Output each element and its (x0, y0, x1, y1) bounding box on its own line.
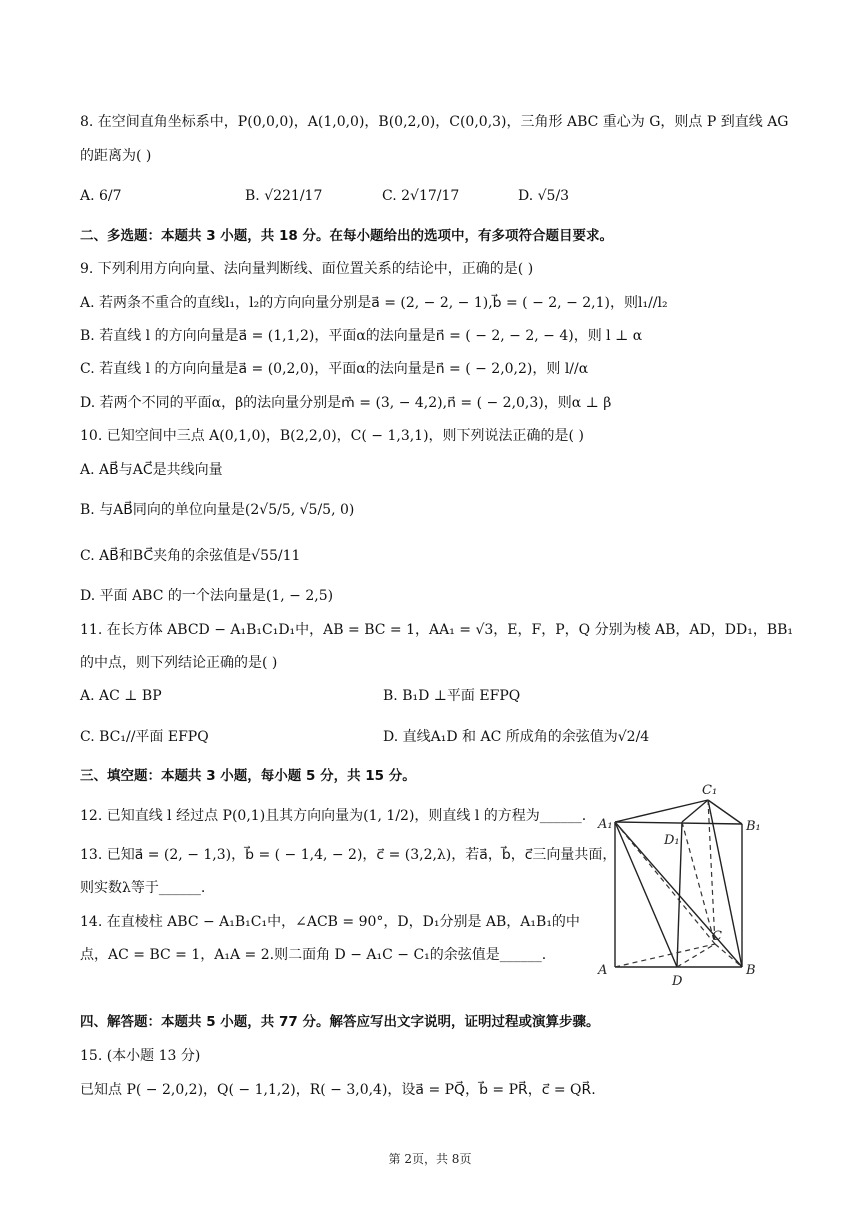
q10-option-c: C. AB⃗和BC⃗夹角的余弦值是√55/11 (80, 548, 301, 564)
q11-option-c: C. BC₁//平面 EFPQ (80, 729, 209, 745)
q8-option-a: A. 6/7 (80, 188, 122, 204)
label-D: D (672, 974, 683, 989)
q14-line2: 点，AC = BC = 1，A₁A = 2.则二面角 D − A₁C − C₁的余弦值是______. (80, 947, 547, 963)
section-3-heading: 三、填空题：本题共 3 小题，每小题 5 分，共 15 分。 (80, 768, 416, 784)
q15-stem: 已知点 P( − 2,0,2)，Q( − 1,1,2)，R( − 3,0,4)，设a⃗ = PQ⃗，b⃗ = PR⃗，c⃗ = QR⃗. (80, 1082, 596, 1098)
q9-option-c: C. 若直线 l 的方向向量是a⃗ = (0,2,0)，平面α的法向量是n⃗ = ( − 2,0,2)，则 l//α (80, 361, 589, 377)
label-B: B (746, 963, 756, 978)
label-A1: A₁ (598, 817, 613, 832)
q8-option-d: D. √5/3 (518, 188, 570, 204)
q14-line1: 14. 在直棱柱 ABC − A₁B₁C₁中，∠ACB = 90°，D，D₁分别是 AB，A₁B₁的中 (80, 914, 580, 930)
q10-option-d: D. 平面 ABC 的一个法向量是(1, − 2,5) (80, 588, 334, 604)
prism-figure (590, 782, 770, 992)
q11-stem-line2: 的中点，则下列结论正确的是( ) (80, 655, 278, 671)
edge-C1B1 (708, 800, 742, 824)
q13-line1: 13. 已知a⃗ = (2, − 1,3)，b⃗ = ( − 1,4, − 2)，c⃗ = (3,2,λ)，若a⃗，b⃗，c⃗三向量共面， (80, 847, 617, 863)
q8-option-b: B. √221/17 (245, 188, 323, 204)
label-A: A (598, 963, 608, 978)
edge-AC (615, 944, 715, 967)
label-D1: D₁ (664, 833, 680, 848)
page-footer: 第 2页，共 8页 (388, 1152, 472, 1166)
q11-stem-line1: 11. 在长方体 ABCD − A₁B₁C₁D₁中，AB = BC = 1，AA₁ = √3，E，F，P，Q 分别为棱 AB，AD，DD₁，BB₁ (80, 622, 794, 638)
label-B1: B₁ (746, 819, 761, 834)
q10-option-b: B. 与AB⃗同向的单位向量是(2√5/5, √5/5, 0) (80, 502, 355, 518)
q12-text: 12. 已知直线 l 经过点 P(0,1)且其方向向量为(1, 1/2)，则直线 l 的方程为______. (80, 808, 587, 824)
q10-option-a: A. AB⃗与AC⃗是共线向量 (80, 462, 223, 478)
q11-option-b: B. B₁D ⊥平面 EFPQ (383, 688, 521, 704)
q15-title: 15. (本小题 13 分) (80, 1048, 201, 1064)
q13-line2: 则实数λ等于______. (80, 880, 206, 896)
q8-stem-line2: 的距离为( ) (80, 148, 152, 164)
q9-option-a: A. 若两条不重合的直线l₁，l₂的方向向量分别是a⃗ = (2, − 2, − 1),b⃗ = ( − 2, − 2,1)，则l₁//l₂ (80, 295, 668, 311)
q11-option-a: A. AC ⊥ BP (80, 688, 162, 704)
label-C1: C₁ (702, 783, 718, 798)
q9-option-b: B. 若直线 l 的方向向量是a⃗ = (1,1,2)，平面α的法向量是n⃗ = ( − 2, − 2, − 4)，则 l ⊥ α (80, 328, 643, 344)
label-C: C (712, 929, 722, 944)
section-2-heading: 二、多选题：本题共 3 小题，共 18 分。在每小题给出的选项中，有多项符合题目要求。 (80, 228, 613, 244)
q9-stem: 9. 下列利用方向向量、法向量判断线、面位置关系的结论中，正确的是( ) (80, 261, 534, 277)
q10-stem: 10. 已知空间中三点 A(0,1,0)，B(2,2,0)，C( − 1,3,1)，则下列说法正确的是( ) (80, 428, 584, 444)
section-4-heading: 四、解答题：本题共 5 小题，共 77 分。解答应写出文字说明，证明过程或演算步骤。 (80, 1014, 600, 1030)
q8-stem-line1: 8. 在空间直角坐标系中，P(0,0,0)，A(1,0,0)，B(0,2,0)，C(0,0,3)，三角形 ABC 重心为 G，则点 P 到直线 AG (80, 114, 789, 130)
q8-option-c: C. 2√17/17 (382, 188, 460, 204)
q11-option-d: D. 直线A₁D 和 AC 所成角的余弦值为√2/4 (383, 729, 650, 745)
edge-A1B1 (615, 822, 742, 824)
q9-option-d: D. 若两个不同的平面α，β的法向量分别是m⃗ = (3, − 4,2),n⃗ = ( − 2,0,3)，则α ⊥ β (80, 395, 612, 411)
segment-DC (677, 944, 715, 967)
